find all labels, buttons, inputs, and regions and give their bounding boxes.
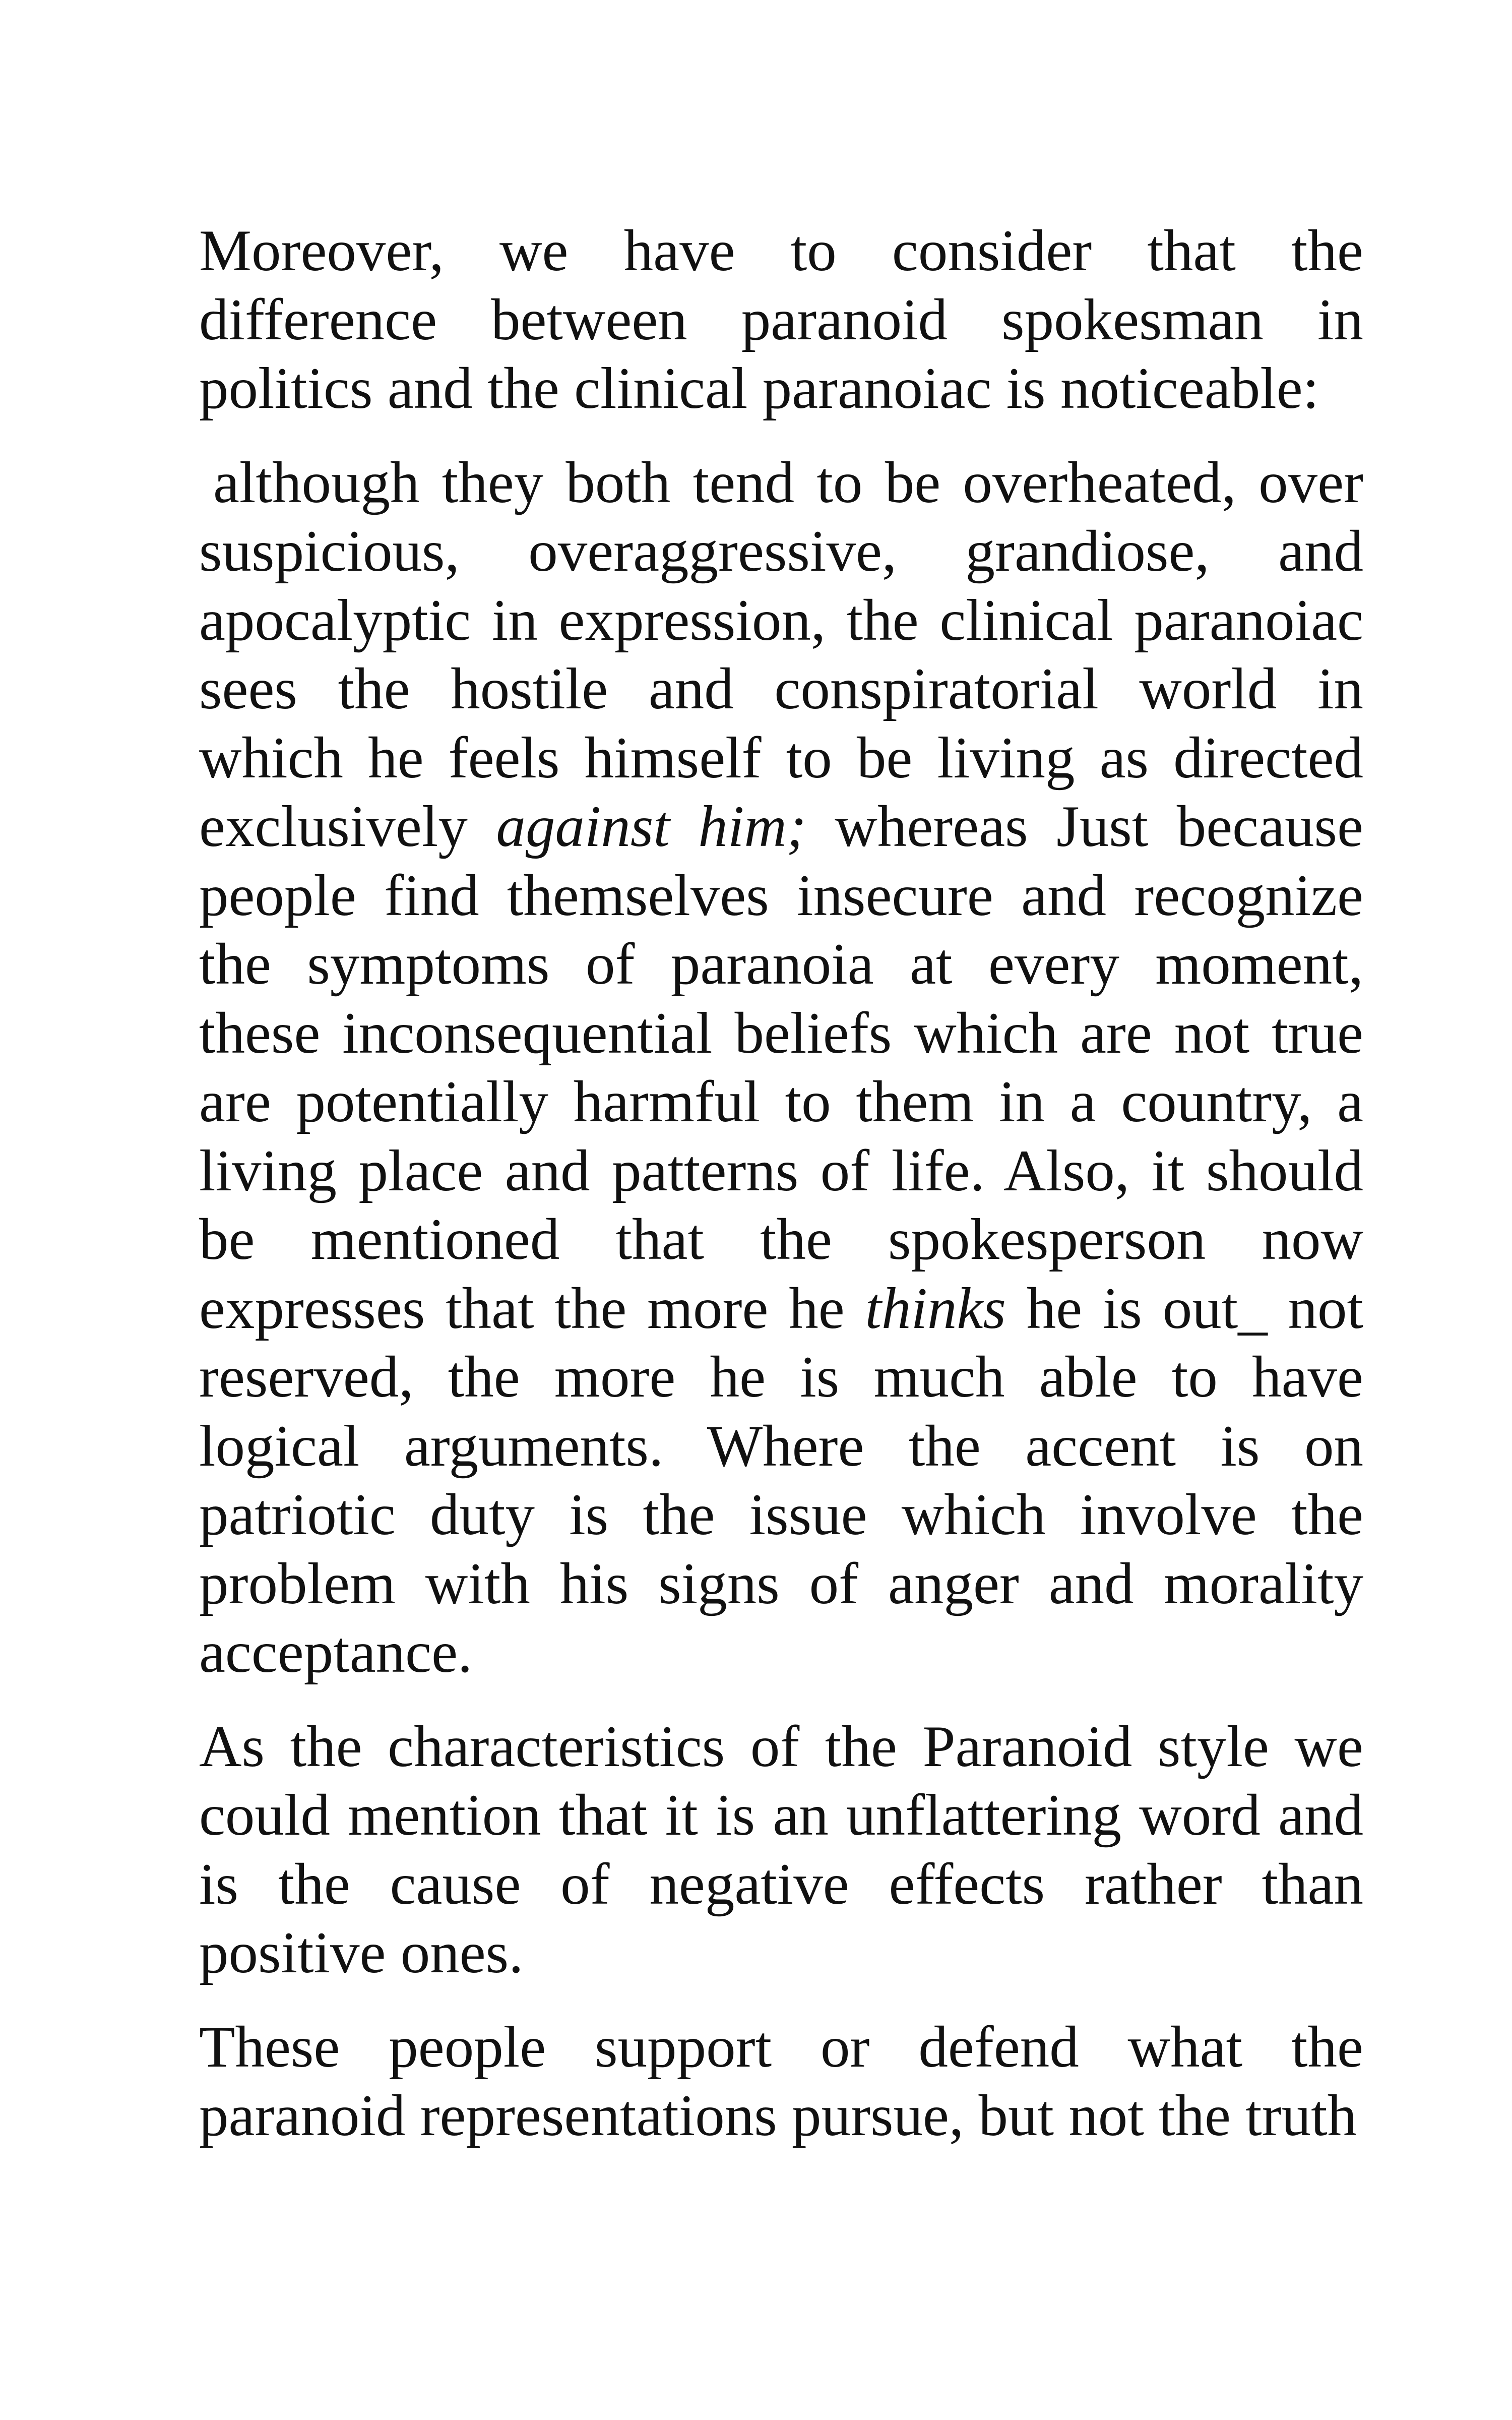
paragraph-2-text-c: he is out_ not reserved, the more he is much able to have logical arguments. Where the accent is on patriotic duty is the issue which involve the problem with his signs of anger and morality acceptance.: [199, 1276, 1364, 1685]
paragraph-2-italic-thinks: thinks: [865, 1276, 1006, 1341]
paragraph-1: Moreover, we have to consider that the difference between paranoid spokesman in politics and the clinical paranoiac is noticeable:: [199, 218, 1363, 421]
paragraph-3: As the characteristics of the Paranoid style we could mention that it is an unflattering word and is the cause of negative effects rather than positive ones.: [199, 1714, 1363, 1985]
document-page: [199, 217, 1363, 2176]
paragraph-4: These people support or defend what the paranoid representations pursue, but not the truth: [199, 2014, 1363, 2148]
paragraph-2-italic-against-him: against him;: [496, 794, 806, 859]
paragraph-2-text-a: although they both tend to be overheated, over suspicious, overaggressive, grandiose, and apocalyptic in expression, the clinical paranoiac sees the hostile and conspiratorial world in which he feels himself to be living as directed exclusively: [199, 450, 1363, 859]
paragraph-2: [199, 449, 1363, 1687]
paragraph-2-text-b: whereas Just because people find themselves insecure and recognize the symptoms of paranoia at every moment, these inconsequential beliefs which are not true are potentially harmful to them in a country, a living place and patterns of life. Also, it should be mentioned that the spokesperson now expresses that the more he: [199, 794, 1363, 1341]
